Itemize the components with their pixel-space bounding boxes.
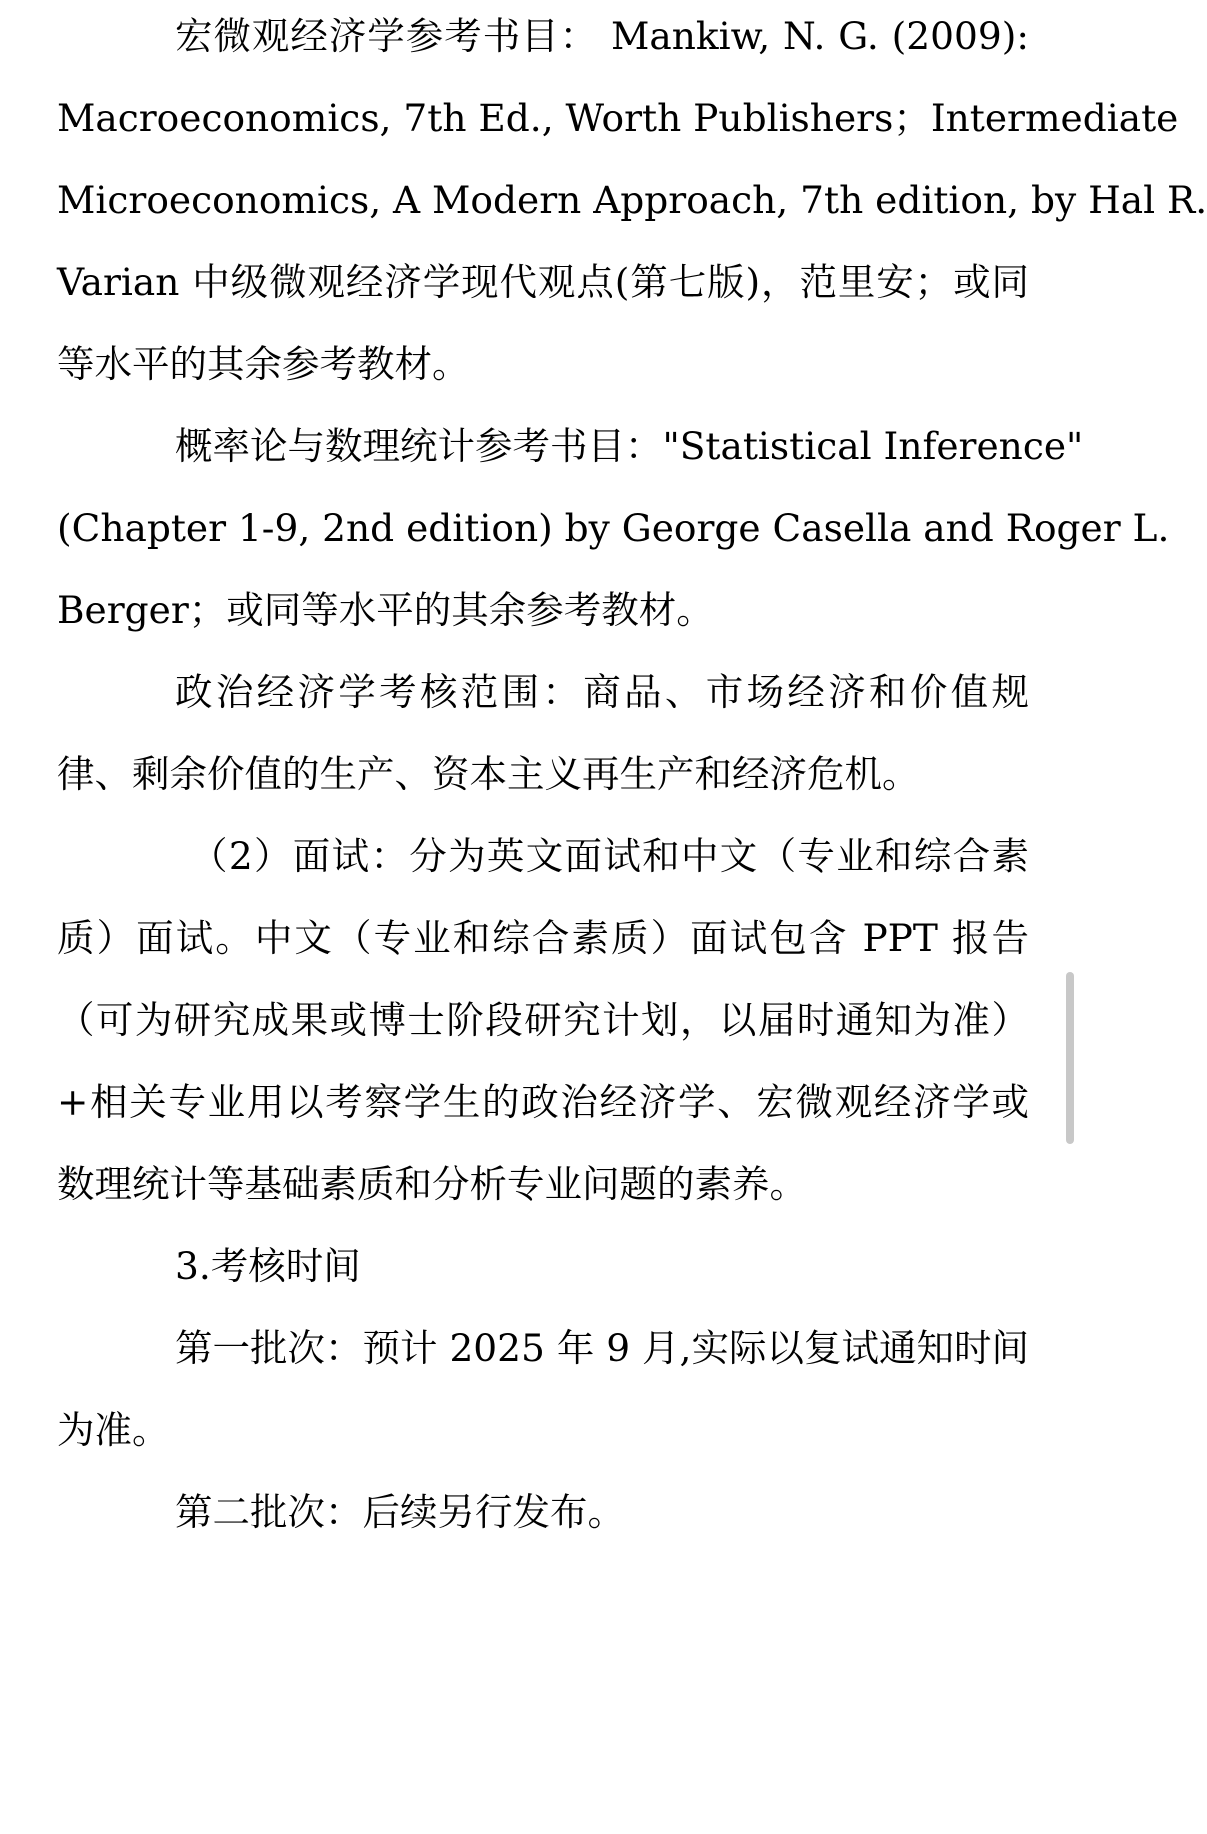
text-line-15: 数理统计等基础素质和分析专业问题的素养。 <box>57 1162 807 1206</box>
text-line-14: +相关专业用以考察学生的政治经济学、宏微观经济学或 <box>57 1080 1029 1124</box>
text-line-11: （2）面试：分为英文面试和中文（专业和综合素 <box>190 834 1029 878</box>
text-line-10: 律、剩余价值的生产、资本主义再生产和经济危机。 <box>57 752 920 796</box>
text-line-7: (Chapter 1-9, 2nd edition) by George Casella and Roger L. <box>57 506 1170 550</box>
text-line-19: 第二批次：后续另行发布。 <box>175 1490 625 1534</box>
text-line-5: 等水平的其余参考教材。 <box>57 342 470 386</box>
text-line-18: 为准。 <box>57 1408 170 1452</box>
text-line-13: （可为研究成果或博士阶段研究计划，以届时通知为准） <box>57 998 1029 1042</box>
text-line-4: Varian 中级微观经济学现代观点(第七版)，范里安；或同 <box>57 260 1029 304</box>
text-line-17: 第一批次：预计 2025 年 9 月,实际以复试通知时间 <box>175 1326 1029 1370</box>
text-line-9: 政治经济学考核范围：商品、市场经济和价值规 <box>175 670 1029 714</box>
section-heading: 3.考核时间 <box>175 1244 361 1288</box>
text-line-3: Microeconomics, A Modern Approach, 7th edition, by Hal R. <box>57 178 1207 222</box>
text-line-2: Macroeconomics, 7th Ed., Worth Publishers；Intermediate <box>57 96 1179 140</box>
text-line-1: 宏微观经济学参考书目： Mankiw, N. G. (2009): <box>175 14 1029 58</box>
vertical-scrollbar[interactable] <box>1066 972 1074 1144</box>
text-line-8: Berger；或同等水平的其余参考教材。 <box>57 588 714 632</box>
text-line-6: 概率论与数理统计参考书目："Statistical Inference" <box>175 424 1084 468</box>
text-line-12: 质）面试。中文（专业和综合素质）面试包含 PPT 报告 <box>57 916 1029 960</box>
